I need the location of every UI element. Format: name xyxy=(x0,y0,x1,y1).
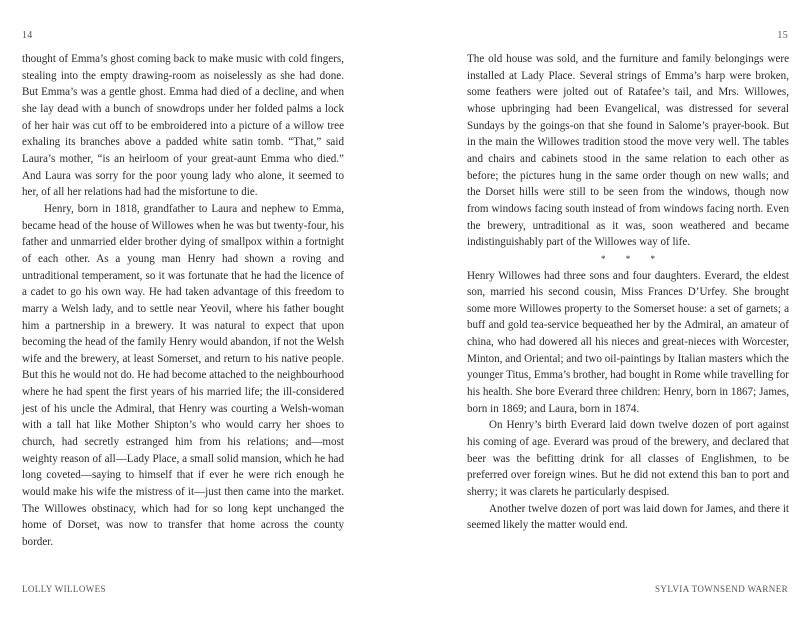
paragraph: The old house was sold, and the furniture and family belongings were installed at Lady Place. Several strings of Emma’s harp were broken, some feathers were jolted out of Ratafee’s tail, and Mrs. Willowes, whose upbringing had been Evangelical, was distressed for several Sundays by the goings-on that she found in Salome’s prayer-book. But in the main the Willowes tradition stood the move very well. The tables and chairs and cabinets stood in the same relation to each other as before; the pictures hung in the same order though on new walls; and the Dorset hills were still to be seen from the windows, though now from windows facing south instead of from windows facing north. Even the brewery, untraditional as it was, soon weathered and became indistinguishably part of the Willowes way of life. xyxy=(467,53,789,249)
paragraph: On Henry’s birth Everard laid down twelve dozen of port against his coming of age. Everard was proud of the brewery, and declared that beer was the befitting drink for all classes of Englishmen, to be preferred over foreign wines. But he did not extend this ban to port and sherry; it was clarets he particularly despised. xyxy=(467,419,789,499)
page-body xyxy=(467,51,789,534)
section-break: * * * xyxy=(601,253,664,264)
paragraph: Henry Willowes had three sons and four daughters. Everard, the eldest son, married his second cousin, Miss Frances D’Urfey. She brought some more Willowes property to the Somerset house: a set of garnets; a buff and gold tea-service bequeathed her by the Admiral, an amateur of china, who had dowered all his nieces and great-nieces with Worcester, Minton, and Oriental; and two oil-paintings by Italian masters which the younger Titus, Emma’s brother, had bought in Rome while travelling for his health. She bore Everard three children: Henry, born in 1867; James, born in 1869; and Laura, born in 1874. xyxy=(467,269,789,415)
page-body xyxy=(22,51,344,551)
running-footer: LOLLY WILLOWES xyxy=(22,584,106,594)
paragraph: Another twelve dozen of port was laid down for James, and there it seemed likely the matter would end. xyxy=(467,502,789,532)
page-number: 15 xyxy=(777,30,788,41)
paragraph: thought of Emma’s ghost coming back to make music with cold fingers, stealing into the empty drawing-room as noiselessly as she had done. But Emma’s was a gentle ghost. Emma had died of a decline, and when she lay dead with a bunch of snowdrops under her folded palms a lock of her hair was cut off to be embroidered into a picture of a willow tree exhaling its branches above a padded white satin tomb. “That,” said Laura’s mother, “is an heirloom of your great-aunt Emma who died.” And Laura was sorry for the poor young lady who alone, it seemed to her, of all her relations had had the misfortune to die. xyxy=(22,53,344,199)
right-page xyxy=(405,0,810,622)
paragraph: Henry, born in 1818, grandfather to Laura and nephew to Emma, became head of the house of Willowes when he was but twenty-four, his father and unmarried elder brother dying of smallpox within a fortnight of each other. As a young man Henry had shown a roving and untraditional temperament, so it was fortunate that he had the licence of a cadet to go his own way. He had taken advantage of this freedom to marry a Welsh lady, and to settle near Yeovil, where his father bought him a partnership in a brewery. It was natural to expect that upon becoming the head of the family Henry would abandon, if not the Welsh wife and the brewery, at least Somerset, and return to his native people. But this he would not do. He had become attached to the neighbourhood where he had spent the first years of his married life; the ill-considered jest of his uncle the Admiral, that Henry was courting a Welsh-woman with a tall hat like Mother Shipton’s who would carry her shoes to church, had secretly estranged him from his relations; and—most weighty reason of all—Lady Place, a small solid mansion, which he had long coveted—saying to himself that if ever he were rich enough he would make his wife the mistress of it—just then came into the market. The Willowes obstinacy, which had for so long kept unchanged the home of Dorset, was now to transfer that home across the county border. xyxy=(22,202,344,549)
running-footer: SYLVIA TOWNSEND WARNER xyxy=(655,584,788,594)
page-number: 14 xyxy=(22,30,33,41)
